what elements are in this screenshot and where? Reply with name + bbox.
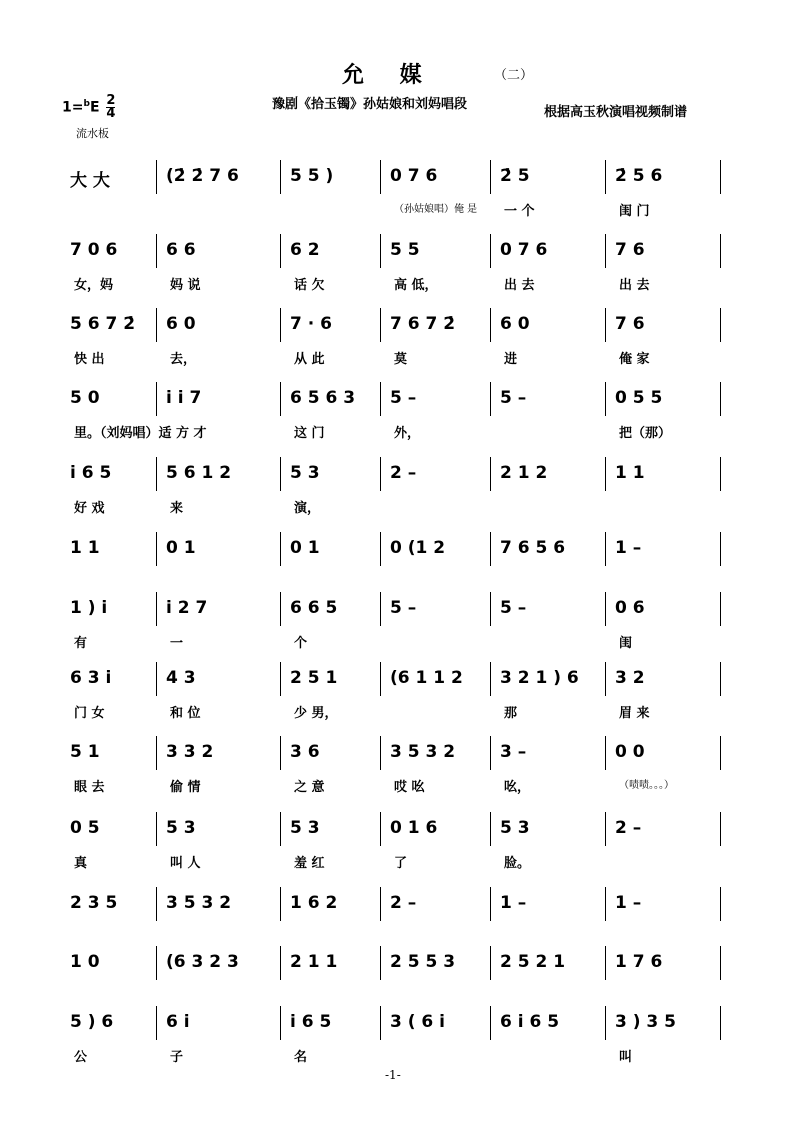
bar-line: [380, 662, 381, 696]
time-bottom: 4: [106, 106, 116, 121]
lyric-text: （啧啧。。。）: [619, 780, 674, 791]
lyric-text: 高 低，: [394, 278, 438, 293]
bar-line: [280, 662, 281, 696]
lyric-text: 叫: [619, 1050, 633, 1065]
lyric-text: 来: [170, 501, 184, 516]
credit-line: 根据高玉秋演唱视频制谱: [544, 105, 688, 120]
measure-notes: 7 6 7 2̇: [390, 314, 456, 334]
lyric-text: （孙姑娘唱）俺 是: [394, 204, 478, 215]
bar-line: [490, 234, 491, 268]
measure-notes: 1 7 6: [615, 952, 663, 972]
lyric-text: 哎 吆: [394, 780, 425, 795]
note-line: [60, 314, 740, 338]
bar-line: [280, 457, 281, 491]
lyric-text: 名: [294, 1050, 308, 1065]
measure-notes: 1 ) i: [70, 598, 108, 618]
lyric-text: 女，妈: [74, 278, 114, 293]
measure-notes: i 6 5: [70, 463, 112, 483]
bar-line: [280, 532, 281, 566]
lyric-line: [60, 274, 740, 292]
bar-line: [280, 1006, 281, 1040]
measure-notes: 5 3: [166, 818, 196, 838]
note-line: [60, 463, 740, 487]
bar-line: [156, 234, 157, 268]
bar-line: [380, 812, 381, 846]
bar-line: [380, 457, 381, 491]
lyric-line: [60, 422, 740, 440]
bar-line: [380, 946, 381, 980]
lyric-text: 有: [74, 636, 88, 651]
bar-line: [490, 532, 491, 566]
bar-line: [605, 308, 606, 342]
lyric-line: [60, 852, 740, 870]
bar-line: [280, 946, 281, 980]
key-note: E: [89, 99, 100, 116]
lyric-text: 出 去: [619, 278, 650, 293]
measure-notes: 5 –: [390, 598, 417, 618]
lyric-text: 好 戏: [74, 501, 105, 516]
measure-notes: i 2 7: [166, 598, 208, 618]
measure-notes: 0 0: [615, 742, 645, 762]
lyric-text: 吆，: [504, 780, 531, 795]
measure-notes: 3 2: [615, 668, 645, 688]
note-line: [60, 668, 740, 692]
measure-notes: 5 3: [290, 463, 320, 483]
bar-line: [380, 160, 381, 194]
lyric-line: [60, 497, 740, 515]
measure-notes: 2 5 2 1: [500, 952, 566, 972]
lyric-text: 了: [394, 856, 408, 871]
lyric-text: 这 门: [294, 426, 325, 441]
measure-notes: 3 3 2: [166, 742, 214, 762]
measure-notes: 5 –: [500, 388, 527, 408]
lyric-text: 妈 说: [170, 278, 201, 293]
measure-notes: 5 6 1 2: [166, 463, 232, 483]
bar-line: [720, 234, 721, 268]
bar-line: [720, 736, 721, 770]
subtitle: 豫剧《拾玉镯》孙姑娘和刘妈唱段: [272, 97, 468, 112]
lyric-text: 脸。: [504, 856, 531, 871]
bar-line: [380, 234, 381, 268]
measure-notes: 2̇ 5: [500, 166, 530, 186]
bar-line: [605, 592, 606, 626]
measure-notes: 6 i 6 5: [500, 1012, 560, 1032]
measure-notes: 5 ) 6: [70, 1012, 114, 1032]
bar-line: [605, 532, 606, 566]
measure-notes: 5 3: [290, 818, 320, 838]
measure-notes: 3 ( 6 i: [390, 1012, 446, 1032]
bar-line: [156, 592, 157, 626]
measure-notes: 5 5 ): [290, 166, 334, 186]
measure-notes: 6 6 5: [290, 598, 338, 618]
measure-notes: 0 7 6: [390, 166, 438, 186]
measure-notes: 1 –: [615, 893, 642, 913]
lyric-line: [60, 1046, 740, 1064]
bar-line: [490, 946, 491, 980]
measure-notes: 5 –: [390, 388, 417, 408]
bar-line: [605, 887, 606, 921]
lyric-text: 真: [74, 856, 88, 871]
lyric-line: [60, 927, 740, 945]
lyric-line: [60, 632, 740, 650]
bar-line: [280, 812, 281, 846]
lyric-line: [60, 572, 740, 590]
note-line: [60, 388, 740, 412]
measure-notes: 2 –: [390, 463, 417, 483]
lyric-text: 从 此: [294, 352, 325, 367]
note-line: [60, 818, 740, 842]
lyric-text: 出 去: [504, 278, 535, 293]
note-line: [60, 893, 740, 917]
measure-notes: 0 (1 2: [390, 538, 446, 558]
measure-notes: 1 –: [615, 538, 642, 558]
measure-notes: 0 7 6: [500, 240, 548, 260]
bar-line: [380, 592, 381, 626]
time-signature: [106, 95, 115, 120]
bar-line: [490, 1006, 491, 1040]
bar-line: [720, 592, 721, 626]
bar-line: [156, 160, 157, 194]
bar-line: [156, 532, 157, 566]
measure-notes: 2 1 2: [500, 463, 548, 483]
bar-line: [605, 382, 606, 416]
lyric-text: 门 女: [74, 706, 105, 721]
measure-notes: 1 0: [70, 952, 100, 972]
note-line: [60, 166, 740, 190]
measure-notes: 0 5 5: [615, 388, 663, 408]
bar-line: [156, 382, 157, 416]
bar-line: [605, 812, 606, 846]
measure-notes: 1 6 2: [290, 893, 338, 913]
measure-notes: 6 2: [290, 240, 320, 260]
bar-line: [156, 308, 157, 342]
bar-line: [380, 887, 381, 921]
measure-notes: 2 3 5: [70, 893, 118, 913]
bar-line: [720, 812, 721, 846]
lyric-text: 和 位: [170, 706, 201, 721]
measure-notes: (6 1 1 2: [390, 668, 463, 688]
bar-line: [720, 457, 721, 491]
bar-line: [605, 234, 606, 268]
bar-line: [156, 457, 157, 491]
bar-line: [280, 736, 281, 770]
bar-line: [156, 662, 157, 696]
bar-line: [280, 160, 281, 194]
measure-notes: 5 6 7 2̇: [70, 314, 136, 334]
bar-line: [156, 946, 157, 980]
bar-line: [605, 160, 606, 194]
lyric-text: 一: [170, 636, 184, 651]
measure-notes: 2̇ 5 6: [615, 166, 663, 186]
measure-notes: i i 7: [166, 388, 202, 408]
bar-line: [380, 736, 381, 770]
measure-notes: 3 6: [290, 742, 320, 762]
measure-notes: 3 5 3 2: [166, 893, 232, 913]
note-line: [60, 598, 740, 622]
lyric-text: 去，: [170, 352, 197, 367]
lyric-text: 俺 家: [619, 352, 650, 367]
lyric-text: 叫 人: [170, 856, 201, 871]
measure-notes: 3 5 3 2: [390, 742, 456, 762]
lyric-text: 把（那）: [619, 426, 672, 441]
measure-notes: 7 6 5 6: [500, 538, 566, 558]
lyric-text: 进: [504, 352, 518, 367]
measure-notes: 6 0: [500, 314, 530, 334]
lyric-text: 一 个: [504, 204, 535, 219]
measure-notes: 0 1 6: [390, 818, 438, 838]
lyric-text: 公: [74, 1050, 88, 1065]
bar-line: [720, 160, 721, 194]
measure-notes: 7 6: [615, 240, 645, 260]
measure-notes: 5 3: [500, 818, 530, 838]
measure-notes: 3 ) 3 5: [615, 1012, 677, 1032]
bar-line: [605, 457, 606, 491]
lyric-text: 闺: [619, 636, 633, 651]
bar-line: [720, 887, 721, 921]
bar-line: [605, 1006, 606, 1040]
measure-notes: 5 –: [500, 598, 527, 618]
bar-line: [720, 532, 721, 566]
bar-line: [720, 662, 721, 696]
page-number: -1-: [385, 1068, 401, 1082]
bar-line: [490, 160, 491, 194]
note-line: [60, 240, 740, 264]
measure-notes: 0 5: [70, 818, 100, 838]
measure-notes: 7 6: [615, 314, 645, 334]
measure-notes: 2 –: [615, 818, 642, 838]
measure-notes: 2 1 1: [290, 952, 338, 972]
measure-notes: (2̇ 2̇ 7 6: [166, 166, 239, 186]
bar-line: [380, 308, 381, 342]
bar-line: [156, 1006, 157, 1040]
bar-line: [490, 662, 491, 696]
bar-line: [490, 592, 491, 626]
bar-line: [490, 812, 491, 846]
key-prefix: 1=: [62, 99, 84, 116]
bar-line: [280, 887, 281, 921]
measure-notes: 3 2 1 ) 6: [500, 668, 579, 688]
measure-notes: 6 0: [166, 314, 196, 334]
bar-line: [490, 736, 491, 770]
bar-line: [720, 946, 721, 980]
measure-notes: 5 0: [70, 388, 100, 408]
measure-notes: 7 0 6: [70, 240, 118, 260]
bar-line: [280, 382, 281, 416]
measure-notes: 0 1: [166, 538, 196, 558]
bar-line: [490, 382, 491, 416]
bar-line: [380, 1006, 381, 1040]
measure-notes: 2 5 5 3: [390, 952, 456, 972]
lyric-text: 眉 来: [619, 706, 650, 721]
lyric-text: 子: [170, 1050, 184, 1065]
bar-line: [380, 532, 381, 566]
lyric-text: 莫: [394, 352, 408, 367]
bar-line: [605, 662, 606, 696]
measure-notes: 0 6: [615, 598, 645, 618]
measure-notes: (6 3 2 3: [166, 952, 239, 972]
measure-notes: 0 1: [290, 538, 320, 558]
lyric-text: 快 出: [74, 352, 105, 367]
measure-notes: 5 5: [390, 240, 420, 260]
bar-line: [280, 308, 281, 342]
bar-line: [490, 457, 491, 491]
lyric-text: 外，: [394, 426, 421, 441]
note-line: [60, 742, 740, 766]
time-top: 2: [106, 93, 116, 108]
note-line: [60, 1012, 740, 1036]
lyric-text: 少 男，: [294, 706, 338, 721]
bar-line: [280, 592, 281, 626]
tempo-marking: 流水板: [76, 127, 109, 140]
lyric-text: 个: [294, 636, 308, 651]
lyric-line: [60, 776, 740, 794]
measure-notes: 2 –: [390, 893, 417, 913]
measure-notes: 1 1: [70, 538, 100, 558]
bar-line: [720, 382, 721, 416]
lyric-text: 眼 去: [74, 780, 105, 795]
note-line: [60, 538, 740, 562]
lyric-line: [60, 348, 740, 366]
lyric-text: 偷 情: [170, 780, 201, 795]
measure-notes: 6 6: [166, 240, 196, 260]
bar-line: [280, 234, 281, 268]
measure-notes: i 6 5: [290, 1012, 332, 1032]
lyric-text: 里。（刘妈唱）适 方 才: [74, 426, 207, 441]
lyric-text: 演，: [294, 501, 321, 516]
bar-line: [156, 812, 157, 846]
lyric-line: [60, 702, 740, 720]
note-line: [60, 952, 740, 976]
part-label: （二）: [494, 68, 534, 83]
flat-sign: b: [83, 98, 90, 109]
measure-notes: 1 1: [615, 463, 645, 483]
key-signature: [62, 95, 115, 120]
bar-line: [720, 1006, 721, 1040]
measure-notes: 7 · 6: [290, 314, 332, 334]
measure-notes: 2 5 1: [290, 668, 338, 688]
measure-notes: 大 大: [70, 171, 110, 191]
page-title: 允 媒: [342, 62, 436, 88]
bar-line: [156, 736, 157, 770]
measure-notes: 3 –: [500, 742, 527, 762]
bar-line: [490, 308, 491, 342]
measure-notes: 6 5 6 3: [290, 388, 356, 408]
measure-notes: 6 3 i: [70, 668, 112, 688]
measure-notes: 4 3: [166, 668, 196, 688]
lyric-line: [60, 986, 740, 1004]
bar-line: [605, 946, 606, 980]
measure-notes: 1 –: [500, 893, 527, 913]
measure-notes: 6 i: [166, 1012, 190, 1032]
lyric-line: [60, 200, 740, 218]
lyric-text: 那: [504, 706, 518, 721]
lyric-text: 闺 门: [619, 204, 650, 219]
lyric-text: 之 意: [294, 780, 325, 795]
bar-line: [156, 887, 157, 921]
lyric-text: 羞 红: [294, 856, 325, 871]
bar-line: [490, 887, 491, 921]
lyric-text: 话 欠: [294, 278, 325, 293]
measure-notes: 5 1: [70, 742, 100, 762]
bar-line: [605, 736, 606, 770]
bar-line: [720, 308, 721, 342]
bar-line: [380, 382, 381, 416]
